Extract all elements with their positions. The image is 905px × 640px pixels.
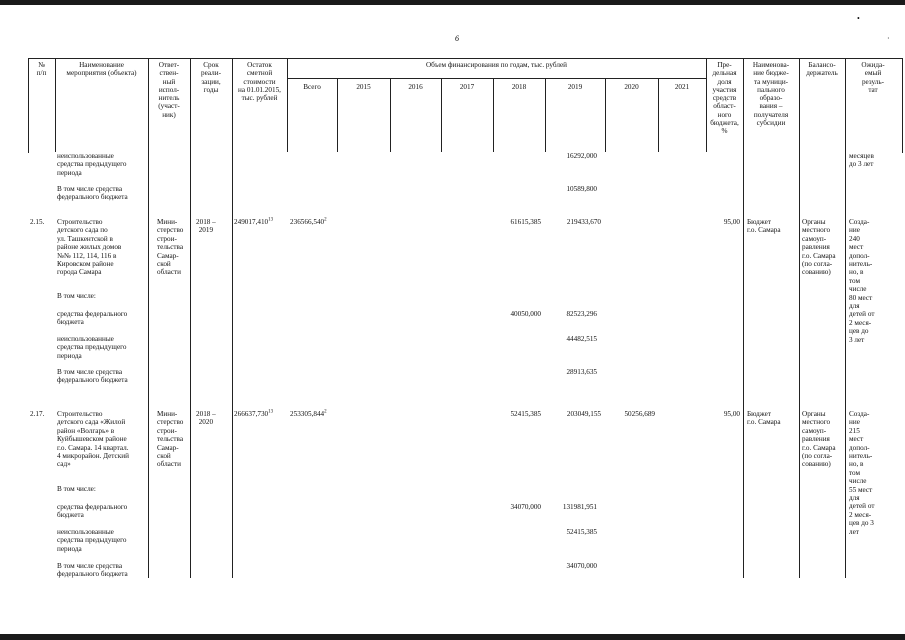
entry-name: Строительство детского сада «Жилой район «Волгарь» в Куйбышевском районе г.о. Самара. 14 квартал. 4 микрорайон. Детский сад»: [57, 410, 129, 469]
header-holder: Балансо- держатель: [806, 61, 838, 78]
unused-funds-label: неиспользованные средства предыдущего периода: [57, 528, 127, 553]
header-financing: Объем финансирования по годам, тыс. рублей: [425, 61, 568, 69]
header-year: 2015: [356, 83, 371, 91]
cell-value: 131981,951: [562, 503, 597, 511]
share-value: 95,00: [723, 410, 740, 418]
col-divider: [190, 58, 191, 578]
unused-funds-label: неиспользованные средства предыдущего периода: [57, 152, 127, 177]
scan-speck-2: ·: [887, 34, 890, 43]
cell-value: 219433,670: [566, 218, 601, 226]
header-name: Наименование мероприятия (объекта): [66, 61, 137, 78]
entry-name: Строительство детского сада по ул. Ташкентской в районе жилых домов №№ 112, 114, 116 в Кировском районе города Самара: [57, 218, 122, 277]
header-total: Всего: [303, 83, 321, 91]
header-year: 2019: [567, 83, 583, 91]
entry-number: 2.15.: [30, 218, 45, 226]
header-term: Срок реали- зации, годы: [201, 61, 221, 94]
expected-result: Созда- ние 215 мест допол- нитель- но, в том числе 55 мест для детей от 2 меся- цев до 3 лет: [849, 410, 875, 536]
col-divider: [845, 58, 846, 578]
budget-name: Бюджет г.о. Самара: [747, 410, 781, 427]
header-year: 2020: [624, 83, 639, 91]
cell-value: 34070,000: [566, 562, 597, 570]
responsible-executor: Мини- стерство строи- тельства Самар- ской области: [157, 218, 184, 277]
scan-bottom-border: [0, 634, 905, 640]
col-divider: [743, 58, 744, 578]
federal-budget-label: средства федерального бюджета: [57, 503, 128, 520]
share-value: 95,00: [723, 218, 740, 226]
including-label: В том числе:: [57, 292, 96, 300]
page-number: 6: [455, 34, 459, 43]
remaining-cost: 249017,410$^{13}$: [234, 217, 274, 226]
total-value: 236566,540$^2$: [290, 217, 327, 226]
cell-value: 40050,000: [510, 310, 541, 318]
remaining-cost: 266637,730$^{13}$: [234, 409, 274, 418]
scan-speck: •: [857, 14, 860, 23]
col-divider: [287, 58, 288, 152]
term: 2018 – 2020: [196, 410, 216, 427]
scan-top-border: [0, 0, 905, 5]
federal-funds-label: В том числе средства федерального бюджета: [57, 185, 128, 202]
responsible-executor: Мини- стерство строи- тельства Самар- ской области: [157, 410, 184, 469]
balance-holder: Органы местного самоуп- равления г.о. Самара (по согла- сованию): [802, 218, 836, 277]
subheader-divider: [287, 78, 706, 79]
cell-value: 28913,635: [566, 368, 597, 376]
budget-name: Бюджет г.о. Самара: [747, 218, 781, 235]
cell-value: 16292,000: [566, 152, 597, 160]
federal-budget-label: средства федерального бюджета: [57, 310, 128, 327]
federal-funds-label: В том числе средства федерального бюджета: [57, 562, 128, 579]
unused-funds-label: неиспользованные средства предыдущего периода: [57, 335, 127, 360]
header-share: Пре- дельная доля участия средств област- ного бюджета, %: [710, 61, 739, 136]
header-remaining-cost: Остаток сметной стоимости на 01.01.2015, тыс. рублей: [238, 61, 281, 103]
balance-holder: Органы местного самоуп- равления г.о. Самара (по согла- сованию): [802, 410, 836, 469]
header-num: № п/п: [36, 61, 47, 78]
expected-result: Созда- ние 240 мест допол- нитель- но, в том числе 80 мест для детей от 2 меся- цев до 3 лет: [849, 218, 875, 344]
total-value: 253305,844$^2$: [290, 409, 327, 418]
col-divider: [148, 58, 149, 578]
cell-value: 61615,385: [510, 218, 541, 226]
header-result: Ожида- емый резуль- тат: [861, 61, 885, 94]
header-budget: Наименова- ние бюдже- та муници- пального образо- вания – получателя субсидии: [752, 61, 790, 128]
header-year: 2017: [459, 83, 475, 91]
result-tail: месяцев до 3 лет: [849, 152, 874, 169]
col-divider: [232, 58, 233, 578]
cell-value: 52415,385: [566, 528, 597, 536]
header-year: 2021: [674, 83, 690, 91]
cell-value: 50256,689: [624, 410, 655, 418]
federal-funds-label: В том числе средства федерального бюджета: [57, 368, 128, 385]
header-responsible: Ответ- ствен- ный испол- нитель (участ- ник): [158, 61, 180, 119]
entry-number: 2.17.: [30, 410, 45, 418]
including-label: В том числе:: [57, 485, 96, 493]
header-year: 2018: [511, 83, 527, 91]
cell-value: 34070,000: [510, 503, 541, 511]
cell-value: 52415,385: [510, 410, 541, 418]
cell-value: 10589,800: [566, 185, 597, 193]
term: 2018 – 2019: [196, 218, 216, 235]
header-year: 2016: [408, 83, 423, 91]
col-divider: [799, 58, 800, 578]
cell-value: 82523,296: [566, 310, 597, 318]
cell-value: 203049,155: [566, 410, 601, 418]
cell-value: 44482,515: [566, 335, 597, 343]
